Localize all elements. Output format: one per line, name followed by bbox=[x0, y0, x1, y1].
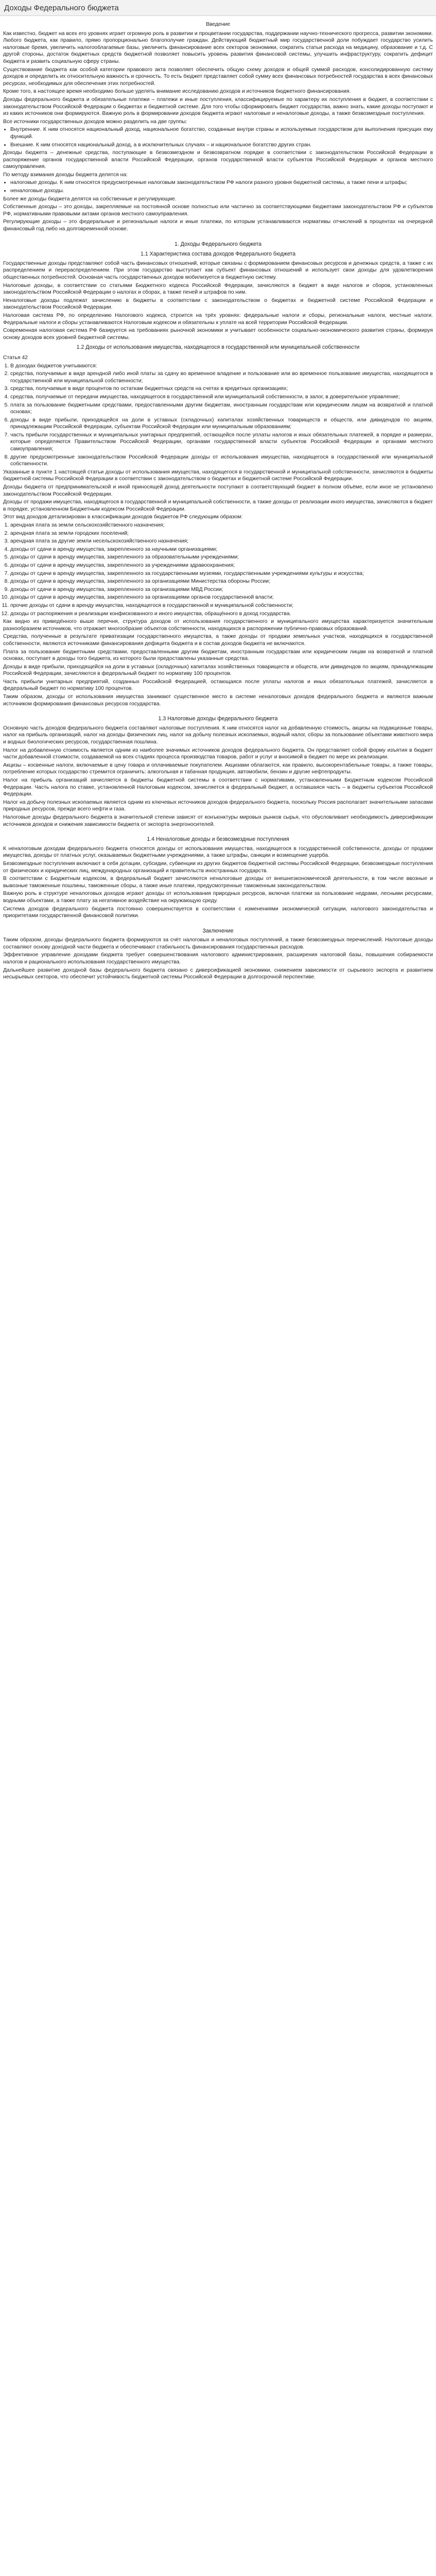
list-item: 7. часть прибыли государственных и муниципальных унитарных предприятий, остающейся после уплаты налогов и иных обязательных платежей, в порядке и размерах, которые определяются Правительством Российской Федерации, органами государственной власти субъектов Российской Федерации и органами местного самоуправления; bbox=[10, 432, 433, 453]
paragraph: Налоговые доходы, в соответствии со статьями Бюджетного кодекса Российской Федерации, зачисляются в бюджет в виде налогов и сборов, установленных законодательством Российской Федерации о налогах и сборах, а также пеней и штрафов по ним. bbox=[3, 282, 433, 296]
paragraph: Таким образом, доходы от использования имущества занимают существенное место в системе неналоговых доходов федерального бюджета и являются важным источником формирования финансовых ресурсов государства. bbox=[3, 694, 433, 707]
list-item: 5. доходы от сдачи в аренду имущества, закрепленного за образовательными учреждениями; bbox=[10, 554, 433, 561]
paragraph: Кроме того, в настоящее время необходимо больше уделять внимание исследованию доходов и источников бюджетного финансирования. bbox=[3, 89, 351, 95]
list-item: 6. доходы в виде прибыли, приходящейся на доли в уставных (складочных) капиталах хозяйственных товариществ и обществ, или дивидендов по акциям, принадлежащим Российской Федерации, субъектам Российской Федерации или муниципальным образованиям; bbox=[10, 417, 433, 431]
paragraph: Плата за пользование бюджетными средствами, предоставленными другим бюджетам, иностранным государствам или юридическим лицам на возвратной и платной основах, поступает в доходы того бюджета, из которого были предоставлены указанные средства. bbox=[3, 649, 433, 662]
intro-methods bbox=[3, 179, 433, 194]
chapter2-subtitle: 1.3 Налоговые доходы федерального бюджета bbox=[158, 716, 278, 722]
paragraph: Государственные доходы представляют собой часть финансовых отношений, которые связаны с формированием финансовых ресурсов и денежных средств, а также с их распределением и перераспределением. При этом государство выступает как субъект финансовых отношений и использует свои доходы для удовлетворения общественных потребностей. Основная часть государственных доходов мобилизуется в бюджетную систему. bbox=[3, 260, 433, 280]
list-item: 8. другие предусмотренные законодательством Российской Федерации доходы от использования имущества, находящегося в государственной или муниципальной собственности. bbox=[10, 454, 433, 468]
intro-list bbox=[3, 126, 433, 148]
classification-intro: Этот вид доходов детализирован в классификации доходов бюджетов РФ следующим образом: bbox=[3, 514, 243, 520]
list-item: 4. доходы от сдачи в аренду имущества, закрепленного за научными организациями; bbox=[10, 546, 433, 553]
paragraph: Более же доходы бюджета делятся на собственные и регулирующие. bbox=[3, 196, 177, 202]
list-item: 2. арендная плата за земли городских поселений; bbox=[10, 530, 433, 537]
list-item: 1. В доходах бюджетов учитываются: bbox=[10, 363, 433, 370]
paragraph: Доходы федерального бюджета и обязательные платежи – платежи и иные поступления, классифицируемые по характеру их поступления в бюджет, в соответствии с законодательством Российской Федерации о бюджетах и бюджетной системе. Для того чтобы сформировать бюджет государства, важно знать, какие доходы поступают и из каких источников они формируются. Важную роль в формировании доходов бюджета играют налоговые и неналоговые доходы, а также безвозмездные поступления. bbox=[3, 96, 433, 117]
paragraph: Указанные в пункте 1 настоящей статьи доходы от использования имущества, находящегося в государственной и муниципальной собственности, зачисляются в бюджеты бюджетной системы Российской Федерации в соответствии с законодательством о бюджетах и бюджетной системе Российской Федерации. bbox=[3, 469, 433, 482]
list-item: • неналоговые доходы. bbox=[10, 188, 433, 195]
paragraph: Налог на прибыль организаций зачисляется в бюджеты бюджетной системы в соответствии с нормативами, установленными Бюджетным кодексом Российской Федерации. Часть налога по ставке, установленной Налоговым кодексом, зачисляется в федеральный бюджет, а оставшаяся часть – в бюджеты субъектов Российской Федерации. bbox=[3, 777, 433, 798]
paragraph: Современная налоговая система РФ базируется на требованиях рыночной экономики и учитывает особенности социально-экономического развития страны, формируя основу доходов всех уровней бюджетной системы. bbox=[3, 328, 433, 341]
paragraph: Часть прибыли унитарных предприятий, созданных Российской Федерацией, остающаяся после уплаты налогов и иных обязательных платежей, зачисляется в федеральный бюджет по нормативу 100 процентов. bbox=[3, 679, 433, 692]
paragraph: Основную часть доходов федерального бюджета составляют налоговые поступления. К ним относятся налог на добавленную стоимость, акцизы на подакцизные товары, налог на прибыль организаций, налог на доходы физических лиц, налог на добычу полезных ископаемых, водный налог, сборы за пользование объектами животного мира и водных биологических ресурсов, государственная пошлина. bbox=[3, 725, 433, 745]
paragraph: Как известно, бюджет на всех его уровнях играет огромную роль в развитии и процветании государства, поддержании научно-технического прогресса, развитии экономики. Любого бюджета, как правило, прямо пропорционально благополучие граждан. Действующий бюджетный мир государственной доли побуждает государство усилить налоговые бремя, увеличить налогооблагаемые базы, увеличить финансирование всех секторов экономики, сократить статьи расхода на медицину, образование и т.д. С другой стороны, достаток бюджетных средств бюджетной позволяет повысить уровень развития финансовой системы, улучшить инфраструктуру, сократить дефицит бюджета и развить социальную сферу страны. bbox=[3, 30, 433, 64]
paragraph: Существование бюджета как особой категории правового акта позволяет обеспечить общую схему доходов и общей суммой расходов, консолидированную систему доходов и определить их относительную важность и срочность. То есть бюджет представляет собой сумму всех финансовых потребностей государства в всех финансовых ресурсах, необходимых для обеспечения этих потребностей. bbox=[3, 66, 433, 87]
paragraph: Неналоговые доходы подлежат зачислению в бюджеты в соответствии с законодательством о бюджетах и бюджетной системе Российской Федерации и законодательством Российской Федерации. bbox=[3, 297, 433, 311]
paragraph: Доходы в виде прибыли, приходящейся на доли в уставных (складочных) капиталах хозяйственных товариществ и обществ, или дивидендов по акциям, принадлежащим Российской Федерации, зачисляются в федеральный бюджет по нормативу 100 процентов. bbox=[3, 664, 433, 677]
list-item: 3. средства, получаемые в виде процентов по остаткам бюджетных средств на счетах в кредитных организациях; bbox=[10, 385, 433, 393]
list-item: 7. доходы от сдачи в аренду имущества, закрепленного за государственными музеями, государственными учреждениями культуры и искусства; bbox=[10, 570, 433, 578]
paragraph: Доходы бюджета от предпринимательской и иной приносящей доход деятельности поступают в соответствующий бюджет в полном объёме, если иное не установлено законодательством Российской Федерации. bbox=[3, 484, 433, 497]
paragraph: К неналоговым доходам федерального бюджета относятся доходы от использования имущества, находящегося в государственной собственности, доходы от продажи имущества, доходы от платных услуг, оказываемых бюджетными учреждениями, а также штрафы, санкции и возмещение ущерба. bbox=[3, 845, 433, 859]
list-item: • Внешние. К ним относятся национальный доход, а в исключительных случаях – и национальное богатство других стран. bbox=[10, 142, 433, 149]
paragraph: Все источники государственных доходов можно разделить на две группы: bbox=[3, 118, 187, 125]
paragraph: Таким образом, доходы федерального бюджета формируются за счёт налоговых и неналоговых поступлений, а также безвозмездных перечислений. Налоговые доходы составляют основу доходной части бюджета и обеспечивают стабильность финансирования государственных расходов. bbox=[3, 937, 433, 950]
list-item: 10. доходы от сдачи в аренду имущества, закрепленного за организациями органов государственной власти; bbox=[10, 594, 433, 601]
intro-title: Введение bbox=[205, 22, 231, 27]
conclusion-paragraphs bbox=[3, 937, 433, 981]
classification-list bbox=[3, 522, 433, 617]
page-title: Доходы Федерального бюджета bbox=[4, 3, 119, 12]
paragraph: Налог на добычу полезных ископаемых является одним из ключевых источников доходов федерального бюджета, поскольку Россия располагает значительными запасами природных ресурсов, прежде всего нефти и газа. bbox=[3, 799, 433, 812]
list-item: 2. средства, получаемые в виде арендной либо иной платы за сдачу во временное владение и пользование или во временное пользование имущества, находящегося в государственной или муниципальной собственности; bbox=[10, 370, 433, 384]
paragraph: Важную роль в структуре неналоговых доходов играют доходы от использования природных ресурсов, включая платежи за пользование недрами, лесными ресурсами, водными объектами, а также плату за негативное воздействие на окружающую среду. bbox=[3, 891, 433, 904]
document-body bbox=[0, 16, 436, 992]
paragraph: Как видно из приведённого выше перечня, структура доходов от использования государственного и муниципального имущества характеризуется значительным разнообразием источников, что отражает многообразие объектов собственности, находящихся в распоряжении публично-правовых образований. bbox=[3, 619, 433, 632]
intro-closing bbox=[3, 149, 433, 178]
list-item: 1. арендная плата за земли сельскохозяйственного назначения; bbox=[10, 522, 433, 529]
paragraph: По методу взимания доходы бюджета делятся на: bbox=[3, 172, 128, 178]
chapter1-title: 1. Доходы Федерального бюджета bbox=[174, 241, 262, 247]
list-item: 4. средства, получаемые от передачи имущества, находящегося в государственной или муниципальной собственности, в залог, в доверительное управление; bbox=[10, 394, 433, 401]
paragraph: Система доходов федерального бюджета постоянно совершенствуется в соответствии с изменениями экономической ситуации, налогового законодательства и приоритетами государственной финансовой политики. bbox=[3, 906, 433, 919]
list-item: 3. арендная плата за другие земли несельскохозяйственного назначения; bbox=[10, 538, 433, 545]
paragraph: В соответствии с Бюджетным кодексом, в федеральный бюджет зачисляются неналоговые доходы от внешнеэкономической деятельности, в том числе ввозные и вывозные таможенные пошлины, таможенные сборы, а также иные платежи, предусмотренные таможенным законодательством. bbox=[3, 876, 433, 889]
list-item: 5. плата за пользование бюджетными средствами, предоставленными другим бюджетам, иностранным государствам или юридическим лицам на возвратной и платной основах; bbox=[10, 402, 433, 416]
paragraph: Доходы бюджета – денежные средства, поступающие в безвозмездном и безвозвратном порядке в соответствии с законодательством Российской Федерации в распоряжение органов государственной власти Российской Федерации, органов государственной власти субъектов Российской Федерации и органов местного самоуправления. bbox=[3, 150, 433, 170]
article-items bbox=[3, 363, 433, 468]
page-header bbox=[0, 0, 436, 16]
chapter1-paragraphs bbox=[3, 260, 433, 342]
chapter3-paragraphs bbox=[3, 845, 433, 920]
chapter1-subsection: 1.2 Доходы от использования имущества, находящегося в государственной или муниципальной собственности bbox=[76, 344, 360, 351]
paragraph: Эффективное управление доходами бюджета требует совершенствования налогового администрирования, расширения налоговой базы, повышения собираемости налогов и рационального использования государственного имущества. bbox=[3, 952, 433, 965]
paragraph: Средства, полученные в результате приватизации государственного имущества, а также доходы от продажи земельных участков, находящихся в государственной собственности, являются источниками финансирования дефицита бюджета и в состав доходов бюджета не включаются. bbox=[3, 634, 433, 647]
paragraph: Дальнейшее развитие доходной базы федерального бюджета связано с диверсификацией экономики, снижением зависимости от сырьевого экспорта и развитием несырьевых секторов, что обеспечит устойчивость бюджетной системы Российской Федерации в долгосрочной перспективе. bbox=[3, 967, 433, 980]
chapter2-paragraphs bbox=[3, 725, 433, 828]
paragraph: Налог на добавленную стоимость является одним из наиболее значимых источников доходов федерального бюджета. Он представляет собой форму изъятия в бюджет части добавленной стоимости, создаваемой на всех стадиях процесса производства товаров, работ и услуг и вносимой в бюджет по мере их реализации. bbox=[3, 747, 433, 760]
chapter3-subtitle: 1.4 Неналоговые доходы и безвозмездные поступления bbox=[147, 836, 289, 843]
chapter1-paragraphs3 bbox=[3, 618, 433, 707]
list-item: 8. доходы от сдачи в аренду имущества, закрепленного за организациями Министерства обороны России; bbox=[10, 578, 433, 585]
list-item: • налоговые доходы. К ним относятся предусмотренные налоговым законодательством РФ налоги разного уровня бюджетной системы, а также пени и штрафы; bbox=[10, 179, 433, 187]
list-item: • Внутренние. К ним относятся национальный доход, национальное богатство, созданные внутри страны и используемые государством для выполнения присущих ему функций. bbox=[10, 126, 433, 140]
list-item: 11. прочие доходы от сдачи в аренду имущества, находящегося в государственной и муниципальной собственности; bbox=[10, 602, 433, 609]
paragraph: Акцизы – косвенные налоги, включаемые в цену товара и оплачиваемые покупателем. Акцизами облагаются, как правило, высокорентабельные товары, а также товары, потребление которых государство стремится ограничить: алкогольная и табачная продукция, автомобили, бензин и другие нефтепродукты. bbox=[3, 762, 433, 775]
chapter1-subtitle: 1.1 Характеристика состава доходов Федерального бюджета bbox=[140, 251, 296, 258]
list-item: 6. доходы от сдачи в аренду имущества, закрепленного за учреждениями здравоохранения; bbox=[10, 562, 433, 569]
intro-paragraphs bbox=[3, 30, 433, 126]
intro-after bbox=[3, 196, 433, 233]
paragraph: Регулирующие доходы – это федеральные и региональные налоги и иные платежи, по которым устанавливаются нормативы отчислений в процентах на очередной финансовый год либо на долговременной основе. bbox=[3, 219, 433, 232]
article-title: Статья 42 bbox=[3, 354, 28, 361]
conclusion-title: Заключение bbox=[202, 927, 234, 934]
chapter1-paragraphs2 bbox=[3, 469, 433, 513]
list-item: 9. доходы от сдачи в аренду имущества, закрепленного за организациями МВД России; bbox=[10, 586, 433, 594]
list-item: 12. доходы от распоряжения и реализации конфискованного и иного имущества, обращённого в доход государства. bbox=[10, 611, 433, 618]
paragraph: Налоговая система РФ, по определению Налогового кодекса, строится на трёх уровнях: федеральные налоги и сборы, региональные налоги, местные налоги. Федеральные налоги и сборы устанавливаются Налоговым кодексом и обязательны к уплате на всей территории Российской Федерации. bbox=[3, 312, 433, 326]
paragraph: Собственные доходы – это доходы, закрепляемые на постоянной основе полностью или частично за соответствующими бюджетами законодательством РФ и субъектов РФ, нормативными правовыми актами органов местного самоуправления. bbox=[3, 204, 433, 217]
paragraph: Безвозмездные поступления включают в себя дотации, субсидии, субвенции из других бюджетов бюджетной системы Российской Федерации, безвозмездные поступления от физических и юридических лиц, международных организаций и правительств иностранных государств. bbox=[3, 860, 433, 874]
paragraph: Доходы от продажи имущества, находящегося в государственной и муниципальной собственности, а также доходы от реализации иного имущества, зачисляются в бюджет в порядке, установленном Бюджетным кодексом Российской Федерации. bbox=[3, 499, 433, 512]
paragraph: Налоговые доходы федерального бюджета в значительной степени зависят от конъюнктуры мировых рынков сырья, что обусловливает необходимость диверсификации источников доходов и снижения зависимости бюджета от экспорта энергоносителей. bbox=[3, 814, 433, 827]
